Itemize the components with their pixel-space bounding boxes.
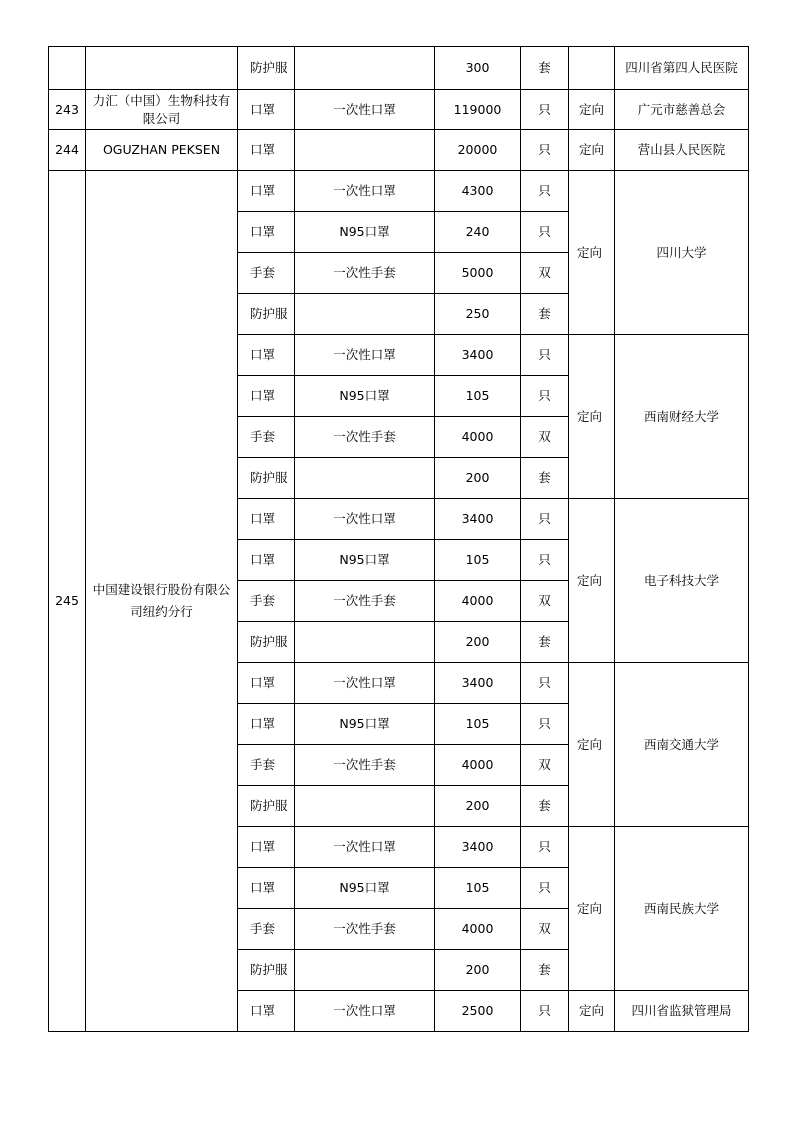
method-cell: 定向 bbox=[569, 130, 615, 171]
category-cell: 口罩 bbox=[238, 827, 295, 868]
category-cell: 手套 bbox=[238, 253, 295, 294]
quantity-cell: 105 bbox=[435, 704, 521, 745]
unit-cell: 只 bbox=[521, 704, 569, 745]
category-cell: 防护服 bbox=[238, 458, 295, 499]
recipient-cell: 电子科技大学 bbox=[615, 499, 749, 663]
unit-cell: 套 bbox=[521, 458, 569, 499]
table-row bbox=[49, 171, 749, 212]
recipient-cell: 四川省监狱管理局 bbox=[615, 991, 749, 1032]
recipient-cell: 西南民族大学 bbox=[615, 827, 749, 991]
row-number-cell: 243 bbox=[49, 90, 86, 130]
unit-cell: 只 bbox=[521, 212, 569, 253]
unit-cell: 只 bbox=[521, 376, 569, 417]
quantity-cell: 4000 bbox=[435, 417, 521, 458]
donor-cell: 力汇（中国）生物科技有限公司 bbox=[86, 90, 238, 130]
unit-cell: 双 bbox=[521, 581, 569, 622]
quantity-cell: 3400 bbox=[435, 335, 521, 376]
category-cell: 防护服 bbox=[238, 294, 295, 335]
spec-cell: N95口罩 bbox=[295, 868, 435, 909]
category-cell: 口罩 bbox=[238, 171, 295, 212]
unit-cell: 只 bbox=[521, 335, 569, 376]
spec-cell: 一次性手套 bbox=[295, 745, 435, 786]
unit-cell: 只 bbox=[521, 90, 569, 130]
quantity-cell: 4000 bbox=[435, 909, 521, 950]
unit-cell: 只 bbox=[521, 868, 569, 909]
recipient-cell: 营山县人民医院 bbox=[615, 130, 749, 171]
category-cell: 口罩 bbox=[238, 704, 295, 745]
spec-cell: N95口罩 bbox=[295, 540, 435, 581]
spec-cell: 一次性手套 bbox=[295, 253, 435, 294]
category-cell: 口罩 bbox=[238, 335, 295, 376]
spec-cell bbox=[295, 47, 435, 90]
quantity-cell: 3400 bbox=[435, 663, 521, 704]
quantity-cell: 105 bbox=[435, 868, 521, 909]
spec-cell bbox=[295, 786, 435, 827]
spec-cell: N95口罩 bbox=[295, 376, 435, 417]
spec-cell bbox=[295, 294, 435, 335]
table-row bbox=[49, 90, 749, 130]
table-body bbox=[49, 47, 749, 1032]
category-cell: 口罩 bbox=[238, 868, 295, 909]
method-cell: 定向 bbox=[569, 335, 615, 499]
row-number-cell: 245 bbox=[49, 171, 86, 1032]
spec-cell: 一次性手套 bbox=[295, 417, 435, 458]
unit-cell: 套 bbox=[521, 294, 569, 335]
spec-cell bbox=[295, 950, 435, 991]
category-cell: 手套 bbox=[238, 417, 295, 458]
spec-cell bbox=[295, 130, 435, 171]
quantity-cell: 3400 bbox=[435, 499, 521, 540]
unit-cell: 双 bbox=[521, 417, 569, 458]
unit-cell: 套 bbox=[521, 47, 569, 90]
method-cell: 定向 bbox=[569, 827, 615, 991]
recipient-cell: 广元市慈善总会 bbox=[615, 90, 749, 130]
quantity-cell: 300 bbox=[435, 47, 521, 90]
unit-cell: 只 bbox=[521, 991, 569, 1032]
unit-cell: 只 bbox=[521, 540, 569, 581]
method-cell: 定向 bbox=[569, 663, 615, 827]
spec-cell: 一次性手套 bbox=[295, 909, 435, 950]
unit-cell: 套 bbox=[521, 622, 569, 663]
method-cell bbox=[569, 47, 615, 90]
unit-cell: 双 bbox=[521, 253, 569, 294]
category-cell: 口罩 bbox=[238, 376, 295, 417]
unit-cell: 套 bbox=[521, 786, 569, 827]
unit-cell: 只 bbox=[521, 663, 569, 704]
spec-cell: 一次性口罩 bbox=[295, 171, 435, 212]
category-cell: 防护服 bbox=[238, 786, 295, 827]
spec-cell: 一次性口罩 bbox=[295, 991, 435, 1032]
donation-table bbox=[48, 46, 749, 1032]
quantity-cell: 200 bbox=[435, 458, 521, 499]
quantity-cell: 119000 bbox=[435, 90, 521, 130]
category-cell: 口罩 bbox=[238, 90, 295, 130]
spec-cell: 一次性口罩 bbox=[295, 335, 435, 376]
unit-cell: 只 bbox=[521, 499, 569, 540]
donor-cell: OGUZHAN PEKSEN bbox=[86, 130, 238, 171]
recipient-cell: 四川大学 bbox=[615, 171, 749, 335]
category-cell: 口罩 bbox=[238, 663, 295, 704]
spec-cell: 一次性口罩 bbox=[295, 827, 435, 868]
spec-cell: 一次性口罩 bbox=[295, 663, 435, 704]
unit-cell: 双 bbox=[521, 745, 569, 786]
method-cell: 定向 bbox=[569, 171, 615, 335]
category-cell: 口罩 bbox=[238, 540, 295, 581]
category-cell: 防护服 bbox=[238, 950, 295, 991]
quantity-cell: 5000 bbox=[435, 253, 521, 294]
quantity-cell: 105 bbox=[435, 376, 521, 417]
category-cell: 口罩 bbox=[238, 212, 295, 253]
donor-name-text: 中国建设银行股份有限公司纽约分行 bbox=[92, 582, 231, 619]
category-cell: 口罩 bbox=[238, 991, 295, 1032]
category-cell: 手套 bbox=[238, 909, 295, 950]
row-number-cell bbox=[49, 47, 86, 90]
quantity-cell: 20000 bbox=[435, 130, 521, 171]
quantity-cell: 3400 bbox=[435, 827, 521, 868]
quantity-cell: 105 bbox=[435, 540, 521, 581]
category-cell: 口罩 bbox=[238, 499, 295, 540]
category-cell: 防护服 bbox=[238, 622, 295, 663]
spec-cell bbox=[295, 622, 435, 663]
quantity-cell: 4000 bbox=[435, 581, 521, 622]
category-cell: 口罩 bbox=[238, 130, 295, 171]
row-number-cell: 244 bbox=[49, 130, 86, 171]
quantity-cell: 4000 bbox=[435, 745, 521, 786]
donor-cell bbox=[86, 171, 238, 1032]
category-cell: 手套 bbox=[238, 745, 295, 786]
recipient-cell: 四川省第四人民医院 bbox=[615, 47, 749, 90]
method-cell: 定向 bbox=[569, 90, 615, 130]
spec-cell bbox=[295, 458, 435, 499]
quantity-cell: 2500 bbox=[435, 991, 521, 1032]
unit-cell: 套 bbox=[521, 950, 569, 991]
unit-cell: 只 bbox=[521, 130, 569, 171]
donor-cell bbox=[86, 47, 238, 90]
table-row bbox=[49, 47, 749, 90]
method-cell: 定向 bbox=[569, 991, 615, 1032]
category-cell: 防护服 bbox=[238, 47, 295, 90]
method-cell: 定向 bbox=[569, 499, 615, 663]
recipient-cell: 西南财经大学 bbox=[615, 335, 749, 499]
category-cell: 手套 bbox=[238, 581, 295, 622]
unit-cell: 双 bbox=[521, 909, 569, 950]
quantity-cell: 200 bbox=[435, 786, 521, 827]
recipient-cell: 西南交通大学 bbox=[615, 663, 749, 827]
quantity-cell: 4300 bbox=[435, 171, 521, 212]
spec-cell: N95口罩 bbox=[295, 212, 435, 253]
table-row bbox=[49, 130, 749, 171]
spec-cell: 一次性手套 bbox=[295, 581, 435, 622]
unit-cell: 只 bbox=[521, 171, 569, 212]
spec-cell: 一次性口罩 bbox=[295, 499, 435, 540]
quantity-cell: 200 bbox=[435, 950, 521, 991]
quantity-cell: 200 bbox=[435, 622, 521, 663]
quantity-cell: 240 bbox=[435, 212, 521, 253]
spec-cell: N95口罩 bbox=[295, 704, 435, 745]
unit-cell: 只 bbox=[521, 827, 569, 868]
spec-cell: 一次性口罩 bbox=[295, 90, 435, 130]
quantity-cell: 250 bbox=[435, 294, 521, 335]
